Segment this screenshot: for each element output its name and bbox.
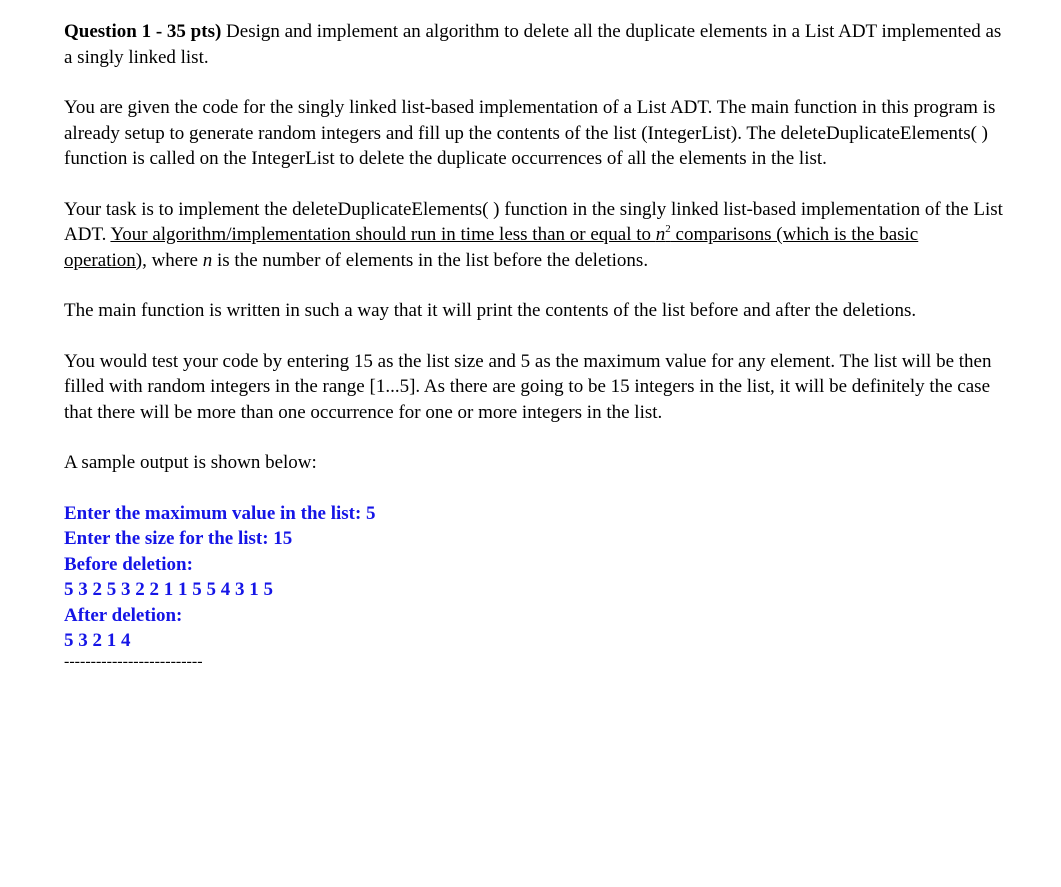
divider-line: -------------------------- — [64, 652, 203, 670]
question-label: Question 1 - 35 pts — [64, 21, 215, 42]
task-requirement-b: comparisons (which is the basic operation) — [64, 224, 919, 271]
task-n-variable: n — [202, 249, 213, 271]
question-paragraph — [64, 19, 1004, 70]
task-lead: Your task is to implement the deleteDuplicateElements( ) function in the singly linked list-based implementation of the List ADT. — [64, 198, 1003, 245]
sample-line-after-values: 5 3 2 1 4 — [64, 630, 131, 651]
sample-output — [64, 501, 1004, 654]
paragraph-main-function: The main function is written in such a way that it will print the contents of the list before and after the deletions. — [64, 300, 917, 321]
sample-line-size: Enter the size for the list: 15 — [64, 528, 293, 549]
sample-line-after-label: After deletion: — [64, 604, 183, 626]
question-text: Design and implement an algorithm to delete all the duplicate elements in a List ADT implemented as a singly linked list. — [64, 21, 1002, 68]
task-requirement-a: Your algorithm/implementation should run in time less than or equal to — [110, 224, 656, 245]
paragraph-given-code: You are given the code for the singly linked list-based implementation of a List ADT. The main function in this program is already setup to generate random integers and fill up the contents of the list (IntegerList). The deleteDuplicateElements( ) function is called on the IntegerList to delete the duplicate occurrences of all the elements in the list. — [64, 97, 996, 169]
exponent: 2 — [665, 223, 671, 235]
sample-intro: A sample output is shown below: — [64, 452, 317, 473]
paragraph-task — [64, 197, 1004, 274]
task-mid: , where — [142, 249, 203, 271]
question-close-paren: ) — [214, 21, 222, 42]
task-tail: is the number of elements in the list before the deletions. — [212, 249, 649, 271]
document — [64, 19, 1004, 670]
task-requirement-n: $n^2$ — [655, 223, 671, 245]
sample-line-before-values: 5 3 2 5 3 2 2 1 1 5 5 4 3 1 5 — [64, 579, 273, 600]
sample-line-max: Enter the maximum value in the list: 5 — [64, 502, 376, 524]
sample-line-before-label: Before deletion: — [64, 553, 193, 575]
paragraph-testing: You would test your code by entering 15 as the list size and 5 as the maximum value for any element. The list will be then filled with random integers in the range [1...5]. As there are going to be 15 integers in the list, it will be definitely the case that there will be more than one occurrence for one or more integers in the list. — [64, 350, 992, 423]
